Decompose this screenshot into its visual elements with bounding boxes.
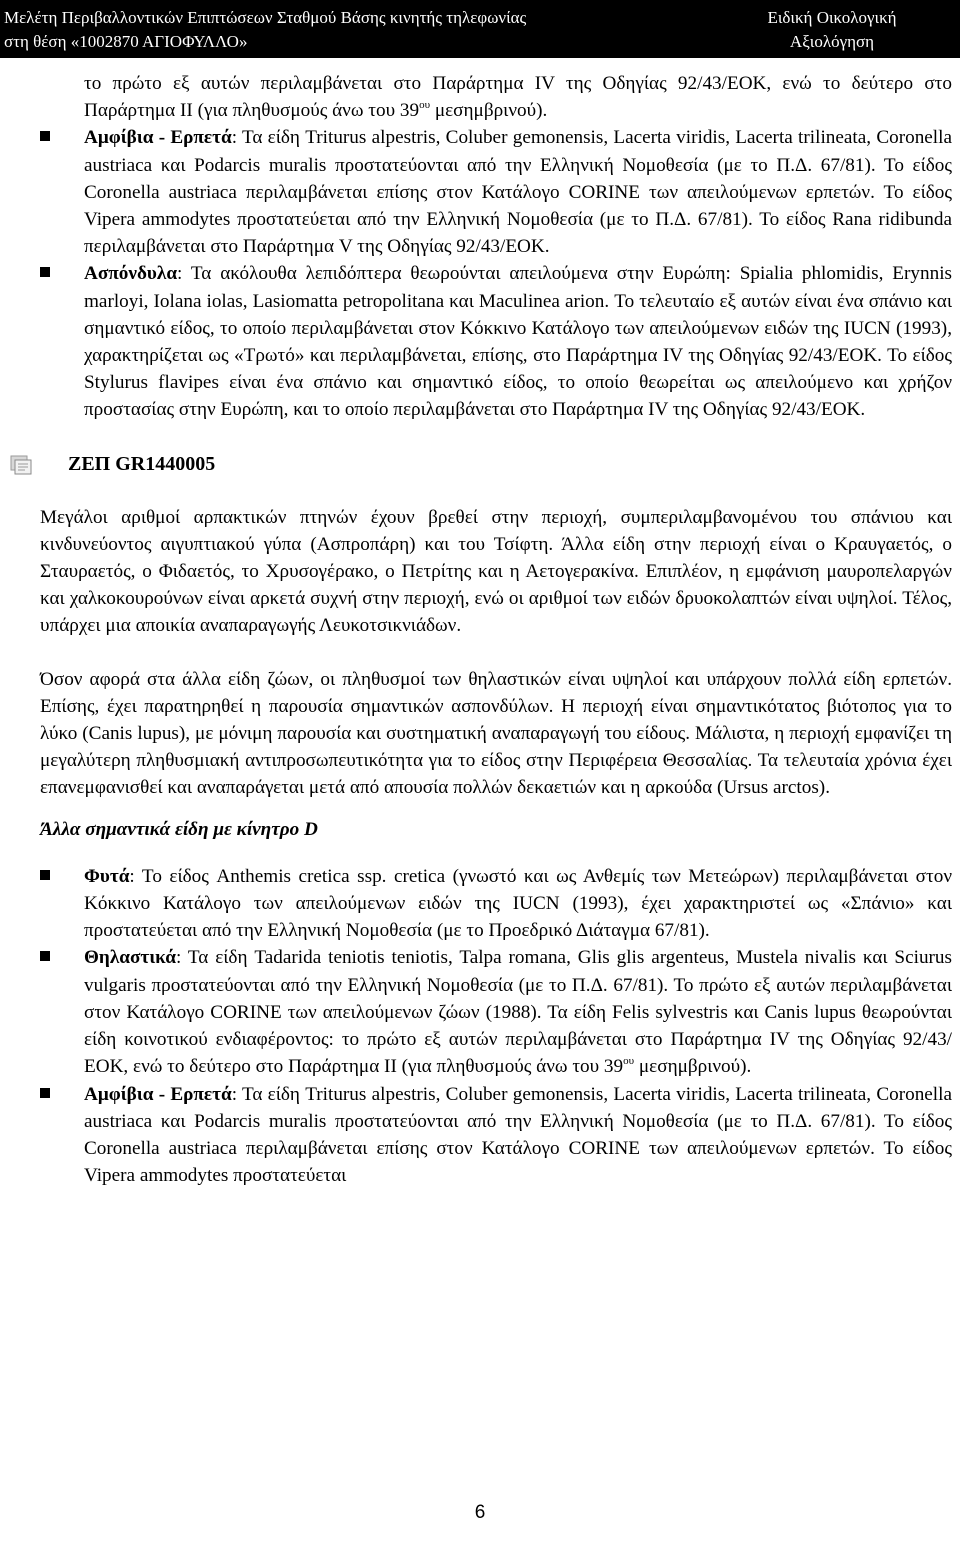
square-bullet-icon <box>40 267 50 277</box>
page-header <box>0 0 960 58</box>
bottom-bullet-list <box>40 863 952 1189</box>
bullet-text: : Τα ακόλουθα λεπιδόπτερα θεωρούνται απειλούμενα στην Ευρώπη: Spialia phlomidis, Erynnis marloyi, Iolana iolas, Lasiomatta petropolitana και Maculinea arion. Το τελευταίο εξ αυτών είναι ένα σπάνιο και σημαντικό είδος, το οποίο περιλαμβάνεται στον Κόκκινο Κατάλογο των απειλούμενων ειδών της IUCN (1993), χαρακτηρίζεται ως «Τρωτό» και περιλαμβάνεται, επίσης, στο Παράρτημα IV της Οδηγίας 92/43/ΕΟΚ. Το είδος Stylurus flavipes είναι ένα σπάνιο και σημαντικό είδος, το οποίο θεωρείται ως απειλούμενο και χρήζον προστασίας στην Ευρώπη, και το οποίο περιλαμβάνεται στο Παράρτημα IV της Οδηγίας 92/43/ΕΟΚ. <box>84 263 952 421</box>
bullet-text: : Τα είδη Triturus alpestris, Coluber gemonensis, Lacerta viridis, Lacerta trilineata, Coronella austriaca και Podarcis muralis προστατεύονται από την Ελληνική Νομοθεσία (με το Π.Δ. 67/81). Το είδος Coronella austriaca περιλαμβάνεται επίσης στον Κατάλογο CORINE των απειλούμενων ερπετών. Το είδος Vipera ammodytes προστατεύεται από την Ελληνική Νομοθεσία (με το Π.Δ. 67/81). Το είδος Rana ridibunda περιλαμβάνεται στο Παράρτημα V της Οδηγίας 92/43/ΕΟΚ. <box>84 127 952 258</box>
square-bullet-icon <box>40 1088 50 1098</box>
square-bullet-icon <box>40 131 50 141</box>
square-bullet-icon <box>40 951 50 961</box>
continued-text: το πρώτο εξ αυτών περιλαμβάνεται στο Παράρτημα IV της Οδηγίας 92/43/ΕΟΚ, ενώ το δεύτερο στο Παράρτημα ΙΙ (για πληθυσμούς άνω του 39 <box>84 73 952 122</box>
paragraph: Μεγάλοι αριθμοί αρπακτικών πτηνών έχουν βρεθεί στην περιοχή, συμπεριλαμβανομένου του σπάνιου και κινδυνεύοντος αιγυπτιακού γύπα (Ασπροπάρη) και του Τσίφτη. Άλλα είδη στην περιοχή είναι ο Κραυγαετός, ο Σταυραετός, ο Φιδαετός, το Χρυσογέρακο, ο Πετρίτης και η Αετογερακίνα. Επιπλέον, η εμφάνιση μαυροπελαργών και χαλκοκουρούνων είναι αρκετά συχνή στην περιοχή, ενώ οι αριθμοί των ειδών δρυοκολαπτών είναι υψηλοί. Τέλος, υπάρχει μια αποικία αναπαραγωγής Λευκοτσικνιάδων. <box>40 506 952 637</box>
superscript: ου <box>419 99 431 112</box>
section-title: ΖΕΠ GR1440005 <box>68 453 216 476</box>
header-report-type-1: Ειδική Οικολογική <box>767 8 897 27</box>
paragraph: Όσον αφορά στα άλλα είδη ζώων, οι πληθυσμοί των θηλαστικών είναι υψηλοί και υπάρχουν πολλά είδη ερπετών. Επίσης, έχει παρατηρηθεί η παρουσία σημαντικών ασπονδύλων. Η περιοχή είναι σημαντικότατος βιότοπος για το λύκο (Canis lupus), με μόνιμη παρουσία και συστηματική αναπαραγωγή του είδους. Μάλιστα, η περιοχή εμφανίζει τη μεγαλύτερη πληθυσμιακή αντιπροσωπευτικότητα για το είδος στην Περιφέρεια Θεσσαλίας. Τα τελευταία χρόνια έχει επανεμφανισθεί και αναπαράγεται μετά από απουσία πολλών δεκαετιών και η αρκούδα (Ursus arctos). <box>40 668 952 799</box>
bullet-text: : Το είδος Anthemis cretica ssp. cretica (γνωστό και ως Ανθεμίς των Μετεώρων) περιλαμβάνεται στον Κόκκινο Κατάλογο των απειλούμενων ειδών της IUCN (1993), έχει χαρακτηριστεί ως «Σπάνιο» και προστατεύεται από την Ελληνική Νομοθεσία (με το Προεδρικό Διάταγμα 67/81). <box>84 865 952 942</box>
square-bullet-icon <box>40 870 50 880</box>
list-item <box>40 1081 952 1190</box>
superscript: ου <box>623 1055 635 1068</box>
page-number: 6 <box>474 1502 486 1523</box>
bullet-label: Αμφίβια - Ερπετά <box>84 1083 232 1105</box>
section-heading <box>40 450 952 480</box>
header-right <box>712 6 952 54</box>
continued-paragraph <box>40 70 952 124</box>
bullet-text: : Τα είδη Tadarida teniotis teniotis, Talpa romana, Glis glis argenteus, Mustela nivalis και Sciurus vulgaris προστατεύονται από την Ελληνική Νομοθεσία (με το Π.Δ. 67/81). Το πρώτο εξ αυτών περιλαμβάνεται στον Κατάλογο CORINE των απειλούμενων ζώων (1988). Τα είδη Felis sylvestris και Canis lupus θεωρούνται είδη κοινοτικού ενδιαφέροντος: το πρώτο εξ αυτών περιλαμβάνεται στο Παράρτημα IV της Οδηγίας 92/43/ΕΟΚ, ενώ το δεύτερο στο Παράρτημα ΙΙ (για πληθυσμούς άνω του 39 <box>84 947 952 1078</box>
bullet-label: Ασπόνδυλα <box>84 263 178 285</box>
bullet-text-tail: μεσημβρινού). <box>634 1056 752 1078</box>
header-site-name: στη θέση «1002870 ΑΓΙΟΦΥΛΛΟ» <box>4 32 248 51</box>
document-body <box>40 70 952 1189</box>
header-report-type-2: Αξιολόγηση <box>789 32 875 51</box>
list-item <box>40 124 952 260</box>
header-left <box>4 6 644 54</box>
bullet-text: : Τα είδη Triturus alpestris, Coluber gemonensis, Lacerta viridis, Lacerta trilineata, Coronella austriaca και Podarcis muralis προστατεύονται από την Ελληνική Νομοθεσία (με το Π.Δ. 67/81). Το είδος Coronella austriaca περιλαμβάνεται επίσης στον Κατάλογο CORINE των απειλούμενων ερπετών. Το είδος Vipera ammodytes προστατεύεται <box>84 1083 952 1187</box>
list-item <box>40 260 952 423</box>
bullet-label: Φυτά <box>84 865 130 887</box>
list-item <box>40 944 952 1080</box>
subheading: Άλλα σημαντικά είδη με κίνητρο D <box>40 818 318 840</box>
bullet-label: Αμφίβια - Ερπετά <box>84 127 232 149</box>
list-item <box>40 863 952 945</box>
bullet-label: Θηλαστικά <box>84 947 176 969</box>
header-study-title: Μελέτη Περιβαλλοντικών Επιπτώσεων Σταθμού Βάσης κινητής τηλεφωνίας <box>4 8 527 27</box>
top-bullet-list <box>40 124 952 423</box>
document-icon <box>10 455 32 475</box>
continued-text-tail: μεσημβρινού). <box>430 100 548 122</box>
